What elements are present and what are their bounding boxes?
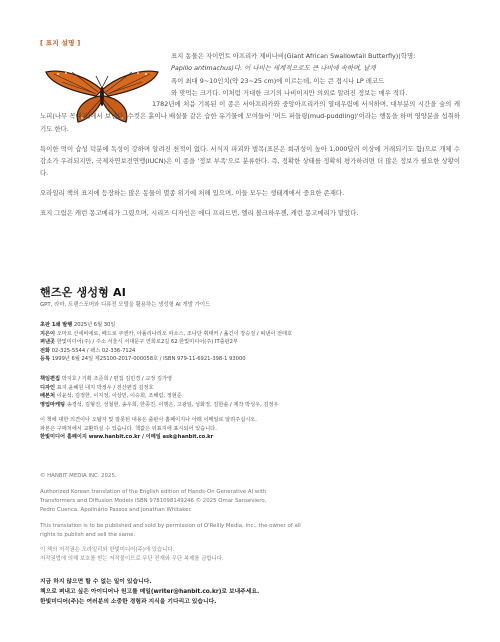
copyright-line: Transformers and Diffusion Models ISBN 9781098149246 © 2025 Omar Sanseviero, [40,497,267,504]
staff-info [40,375,340,409]
staff-row [40,384,340,393]
cover-description-section [40,38,460,218]
staff-row [40,401,340,410]
copyright-line: Authorized Korean translation of the English edition of Hands-On Generative AI with [40,488,267,495]
staff-row [40,375,340,384]
meta-row [40,338,340,347]
staff-value: 박지호 / 기획 조준희 / 편집 김민경 / 교정 김가영 [61,376,172,382]
intro-line: 폭이 최대 9~10인치(약 23~25 cm)에 이르는데, 이는 큰 접시나 LP 레코드 [171,76,385,85]
meta-label: 초판 1쇄 발행 [40,322,73,328]
cover-description-label: [ 표지 설명 ] [40,39,81,47]
staff-label: 영업마케팅 [40,401,66,408]
publication-info [40,321,340,364]
meta-label: 등록 [40,356,51,363]
staff-value: 송경석, 김형진, 성철현, 송우희, 한종진, 이행은, 고광일, 성화정, 김한솔 / 제작 박성우, 김정우 [66,401,279,408]
meta-row [40,347,340,356]
staff-value: 이윤석, 김정한, 이지정, 이상민, 이승희, 조해림, 정현준 [56,393,182,400]
copyright-line: © HANBIT MEDIA INC. 2025. [40,473,117,479]
closing-line: 책으로 펴내고 싶은 아이디어나 원고를 메일(writer@hanbit.co.kr)로 보내주세요. [40,589,260,595]
copyright-line: This translation is to be published and sold by permission of O'Reilly Media, Inc., the owner of all [40,522,301,529]
staff-value: 표지 윤혜원 내지 박정우 / 전산편집 김정호 [56,384,154,391]
cover-paragraph: 오라일리 책의 표지에 등장하는 많은 동물이 멸종 위기에 처해 있으며, 이들 모두는 생태계에서 중요한 존재다. [40,189,345,198]
meta-value: 오마르 산세비에로, 페드로 쿠엔카, 아폴리나리오 파소스, 조나단 휘태커 / 옮긴이 장승걸 / 펴낸이 전태호 [56,330,293,337]
staff-label: 디자인 [40,384,56,391]
cover-paragraph: 특이한 먹이 습성 덕분에 독성이 강하며 알려진 천적이 없다. 서식지 파괴와 벌목(표본은 희귀성이 높아 1,000달러 이상에 거래되기도 함)으로 개체 수 감소가 우려되지만, 국제자연보전연맹(IUCN)은 이 종을 '정보 부족'으로 분류한다. 즉, 정확한 상태를 정확히 평가하려면 더 많은 정보가 필요한 상황이다. [40,144,460,178]
staff-label: 배본처 [40,393,56,400]
copyright-line: 이 책의 저작권은 오라일리와 한빛미디어(주)에 있습니다. [40,547,175,554]
contact-line: 한빛미디어 홈페이지 www.hanbit.co.kr / 이메일 ask@hanbit.co.kr [40,434,214,441]
cover-paragraphs [40,98,460,227]
intro-line: Papilio antimachus)다. 이 나비는 세계적으로도 큰 나비에 속하며, 날개 [171,64,376,73]
meta-label: 펴낸곳 [40,339,56,346]
book-subtitle: GPT, 라마, 트랜스포머와 디퓨전 모델을 활용하는 생성형 AI 개발 가이드 [40,302,211,308]
meta-label: 전화 [40,347,51,354]
intro-line: 와 맞먹는 크기다. 이처럼 거대한 크기의 나비이지만 의외로 알려진 정보는 매우 적다. [171,89,408,98]
meta-value: 02-325-5544 / 팩스 02-336-7124 [51,347,136,354]
cover-intro [171,50,460,100]
meta-value: 1999년 6월 24일 제25100-2017-000058호 / ISBN 979-11-6921-398-1 93000 [51,356,246,363]
meta-row [40,321,340,330]
closing-line: 한빛미디어(주)는 여러분의 소중한 경험과 지식을 기다리고 있습니다. [40,599,217,605]
meta-row [40,330,340,339]
copyright-line: rights to publish and sell the same. [40,531,136,538]
closing-line: 지금 하지 않으면 할 수 없는 일이 있습니다. [40,579,152,585]
copyright-line: Pedro Cuenca, Apolinário Passos and Jonathan Whitaker. [40,506,192,513]
meta-label: 지은이 [40,330,56,337]
copyright-section [40,472,330,564]
copyright-line: 저작권법에 의해 보호를 받는 저작물이므로 무단 전재와 무단 복제를 금합니다. [40,556,224,563]
intro-line: 표지 동물은 자이언트 아프리카 제비나비(Giant African Swallowtail Butterfly)(학명: [171,52,416,60]
book-title: 핸즈온 생성형 AI [40,286,127,299]
notice-line: 파본은 구매처에서 교환하실 수 있습니다. 책값은 뒤표지에 표시되어 있습니다. [40,425,217,432]
closing-message [40,577,340,607]
staff-label: 책임편집 [40,376,61,382]
meta-value: 한빛미디어(주) / 주소 서울시 서대문구 연희로2길 62 한빛미디어(주) IT출판2부 [56,339,238,346]
cover-paragraph: 표지 그림은 캐런 몽고메리가 그렸으며, 시리즈 디자인은 에디 프리드먼, 엘리 볼크하우젠, 캐런 몽고메리가 맡았다. [40,209,359,218]
staff-row [40,392,340,401]
notice-line: 이 책에 대한 의견이나 오탈자 및 잘못된 내용은 출판사 홈페이지나 아래 이메일로 알려주십시오. [40,417,257,423]
cover-paragraph: 1782년에 처음 기록된 이 종은 서아프리카와 중앙아프리카의 열대우림에 서식하며, 대부분의 시간을 숲의 캐노피(나무 꼭대기)에서 보낸다. 수컷은 흙이나 배설물 같은 습한 유기물에 모여들어 '머드 퍼들링(mud-puddling)'이라는 행동을 하며 영양분을 섭취하기도 한다. [40,100,460,133]
notice-info [40,416,340,442]
meta-row [40,355,340,364]
meta-value: 2025년 6월 30일 [73,322,116,328]
